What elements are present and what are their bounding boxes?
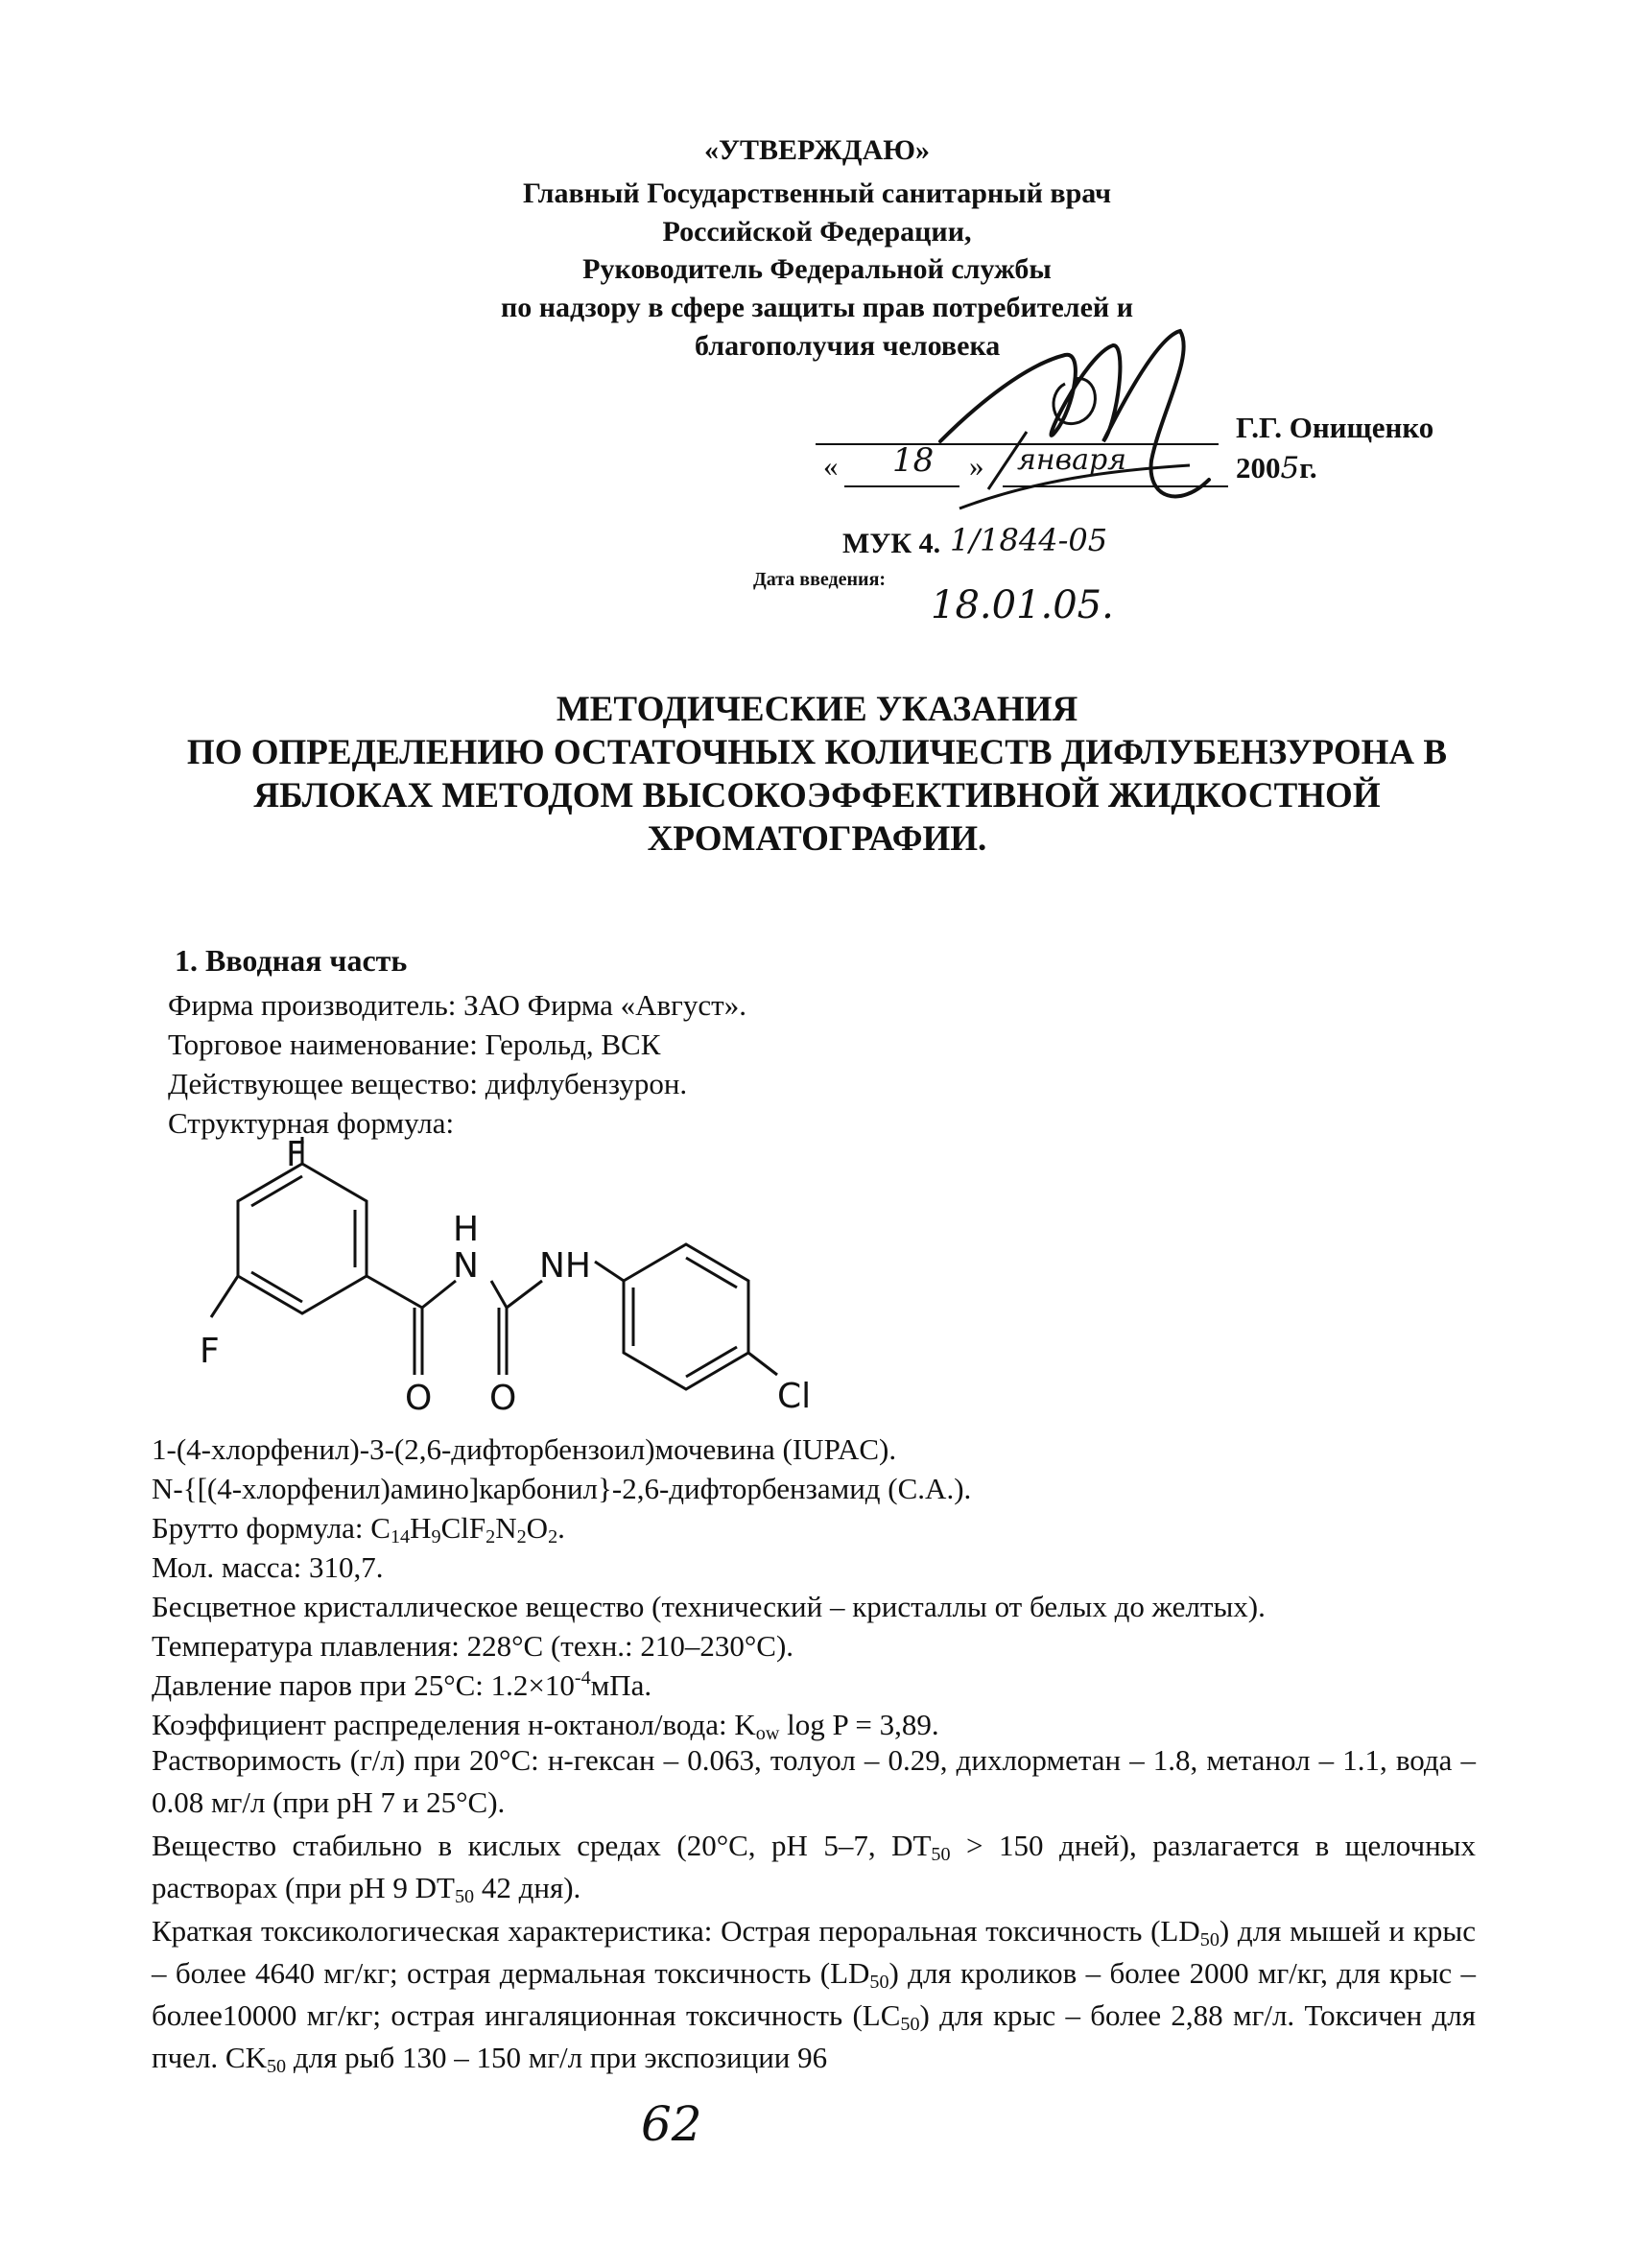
date-close-quote: » [969,449,984,483]
trade-name: Торговое наименование: Герольд, ВСК [168,1028,661,1061]
title-line-4: ХРОМАТОГРАФИИ. [647,819,987,859]
structural-formula [163,1137,892,1434]
vapor-pressure: Давление паров при 25°С: $1.2\times 10^{-4}мПа$. [152,1666,652,1702]
atom-f-bottom: F [200,1332,220,1371]
date-year: 2005г. [1236,451,1317,485]
muk-prefix: МУК 4. [842,528,941,559]
muk-number: 1/1844-05 [950,522,1108,558]
atom-cl: Cl [777,1377,812,1416]
approval-stamp: «УТВЕРЖДАЮ» [703,134,931,166]
atom-o-right: O [489,1379,517,1418]
brutto-formula: Брутто формула: $C_{14}H_9ClF_2N_2O_2$. [152,1511,565,1548]
atom-o-left: O [405,1379,433,1418]
ca-name: N-{[(4-хлорфенил)амино]карбонил}-2,6-дифторбензамид (С.А.). [152,1472,972,1505]
approval-line-5: благополучия человека [695,330,1001,362]
stability: Вещество стабильно в кислых средах (20°С, pH 5–7, $DT_{50} > 150$ дней), разлагается в щелочных растворах (при pH 9 $DT_{50}$ 42 дня). [152,1829,1476,1908]
date-open-quote: « [823,449,839,483]
title-line-1: МЕТОДИЧЕСКИЕ УКАЗАНИЯ [556,690,1078,729]
solubility: Растворимость (г/л) при 20°С: н-гексан – 0.063, толуол – 0.29, дихлорметан – 1.8, метанол – 1.1, вода – 0.08 мг/л (при pH 7 и 25°С). [152,1743,1476,1819]
approval-line-1: Главный Государственный санитарный врач [522,177,1112,209]
title-line-2: ПО ОПРЕДЕЛЕНИЮ ОСТАТОЧНЫХ КОЛИЧЕСТВ ДИФЛУБЕНЗУРОНА В [186,733,1448,772]
melting-point: Температура плавления: 228°С (техн.: 210–230°С). [152,1629,794,1663]
approval-line-2: Российской Федерации, [662,216,972,248]
section-heading: 1. Вводная часть [175,943,408,978]
manufacturer: Фирма производитель: ЗАО Фирма «Август». [168,988,746,1022]
iupac-name: 1-(4-хлорфенил)-3-(2,6-дифторбензоил)мочевина (IUPAC). [152,1432,897,1466]
approval-line-3: Руководитель Федеральной службы [582,253,1052,285]
signature [921,317,1247,537]
page-number: 62 [641,2096,702,2152]
intro-date-label: Дата введения: [753,569,887,590]
approval-line-4: по надзору в сфере защиты прав потребителей и [500,292,1134,323]
partition-coefficient: Коэффициент распределения н-октанол/вода: $K_{ow}$ log P = 3,89. [152,1708,939,1745]
atom-h: H [453,1210,480,1249]
date-month: января [1017,443,1127,477]
intro-date-value: 18.01.05. [931,583,1114,627]
toxicology: Краткая токсикологическая характеристика: Острая пероральная токсичность $(LD_{50})$ для мышей и крыс – более 4640 мг/кг; острая дермальная токсичность $(LD_{50})$ для кроликов – более 2000 мг/кг, для крыс – более10000 мг/кг; острая ингаляционная токсичность $(LC_{50})$ для крыс – более 2,88 мг/л. Токсичен для пчел. $CK_{50}$ для рыб 130 – 150 мг/л при экспозиции 96 [152,1914,1476,2078]
active-substance: Действующее вещество: дифлубензурон. [168,1067,688,1100]
atom-f-top: F [286,1137,306,1174]
molar-mass: Мол. масса: 310,7. [152,1550,384,1584]
signer-name: Г.Г. Онищенко [1236,411,1434,444]
title-line-3: ЯБЛОКАХ МЕТОДОМ ВЫСОКОЭФФЕКТИВНОЙ ЖИДКОСТНОЙ [253,776,1381,815]
formula-label: Структурная формула: [168,1106,455,1140]
atom-nh: NH [539,1246,591,1286]
appearance: Бесцветное кристаллическое вещество (технический – кристаллы от белых до желтых). [152,1590,1266,1623]
date-day: 18 [892,441,935,480]
atom-n: N [453,1246,479,1286]
